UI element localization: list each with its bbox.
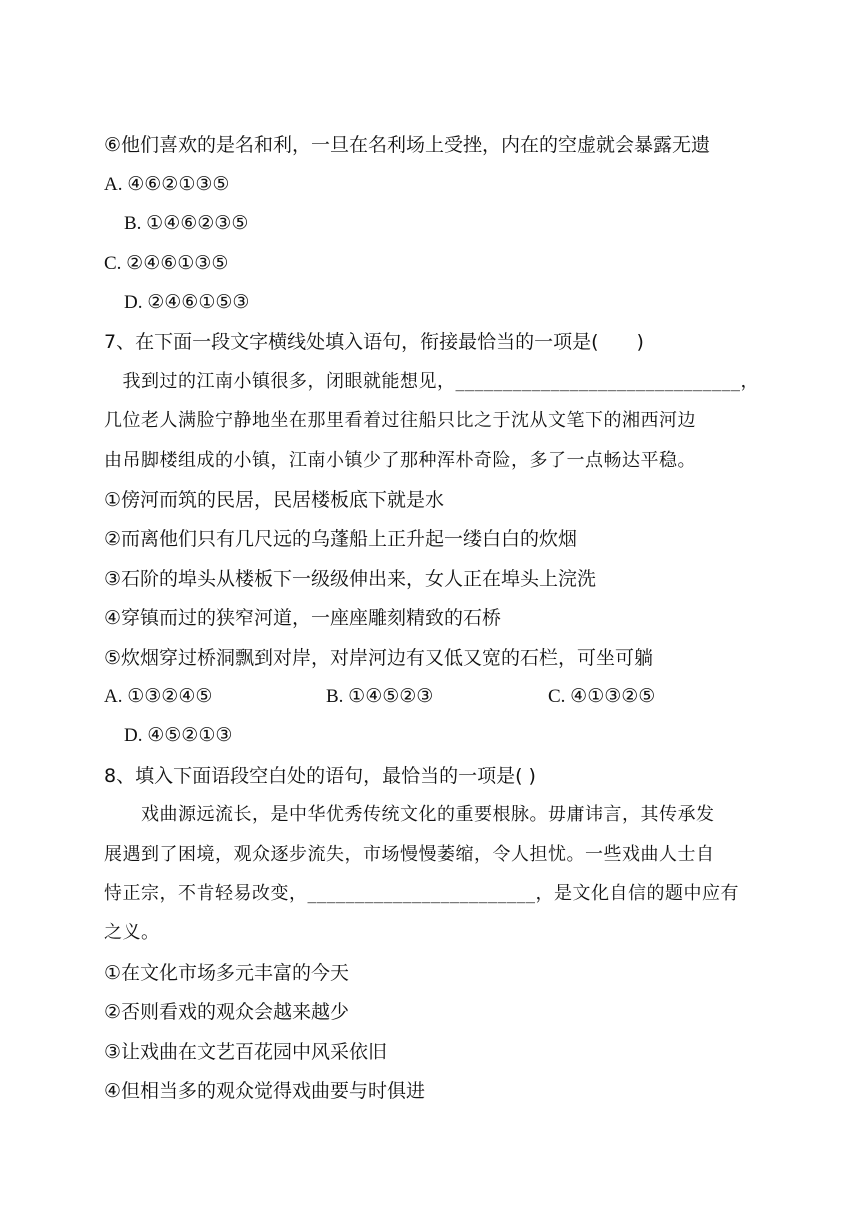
q7-item-1: ①傍河而筑的民居，民居楼板底下就是水: [104, 489, 445, 511]
q7-passage-line: 几位老人满脸宁静地坐在那里看着过往船只比之于沈从文笔下的湘西河边: [104, 410, 696, 431]
q7-passage-line: 我到过的江南小镇很多，闭眼就能想见，______________________________，: [104, 371, 759, 392]
q7-item-2: ②而离他们只有几尺远的乌蓬船上正升起一缕白白的炊烟: [104, 528, 578, 550]
q7-option-a: A. ①③②④⑤: [104, 686, 213, 707]
q8-passage-line: 之义。: [104, 922, 160, 943]
q6-item-6: ⑥他们喜欢的是名和利，一旦在名利场上受挫，内在的空虚就会暴露无遗: [104, 134, 711, 156]
q6-option-d: D. ②④⑥①⑤③: [124, 292, 250, 313]
q8-passage-line: 戏曲源远流长，是中华优秀传统文化的重要根脉。毋庸讳言，其传承发: [104, 804, 715, 825]
q8-passage-line: 展遇到了困境，观众逐步流失，市场慢慢萎缩，令人担忧。一些戏曲人士自: [104, 844, 715, 865]
q8-item-2: ②否则看戏的观众会越来越少: [104, 1001, 350, 1023]
q7-passage-line: 由吊脚楼组成的小镇，江南小镇少了那种浑朴奇险，多了一点畅达平稳。: [104, 450, 696, 471]
q6-option-b: B. ①④⑥②③⑤: [124, 213, 249, 234]
q7-stem: 7、在下面一段文字横线处填入语句，衔接最恰当的一项是( ): [104, 331, 644, 353]
q8-item-4: ④但相当多的观众觉得戏曲要与时俱进: [104, 1080, 426, 1102]
q8-item-3: ③让戏曲在文艺百花园中风采依旧: [104, 1041, 388, 1063]
q7-option-c: C. ④①③②⑤: [548, 686, 656, 707]
q6-option-c: C. ②④⑥①③⑤: [104, 253, 229, 274]
q8-passage-line: 恃正宗，不肯轻易改变，________________________，是文化自信的题中应有: [104, 883, 739, 904]
q7-option-b: B. ①④⑤②③: [326, 686, 434, 707]
q8-stem: 8、填入下面语段空白处的语句，最恰当的一项是( ): [104, 765, 536, 787]
q6-option-a: A. ④⑥②①③⑤: [104, 174, 230, 195]
q7-item-5: ⑤炊烟穿过桥洞飘到对岸，对岸河边有又低又宽的石栏，可坐可躺: [104, 647, 654, 669]
q7-item-3: ③石阶的埠头从楼板下一级级伸出来，女人正在埠头上浣洗: [104, 568, 597, 590]
q7-item-4: ④穿镇而过的狭窄河道，一座座雕刻精致的石桥: [104, 607, 502, 629]
q7-option-d: D. ④⑤②①③: [124, 725, 233, 746]
q8-item-1: ①在文化市场多元丰富的今天: [104, 962, 350, 984]
